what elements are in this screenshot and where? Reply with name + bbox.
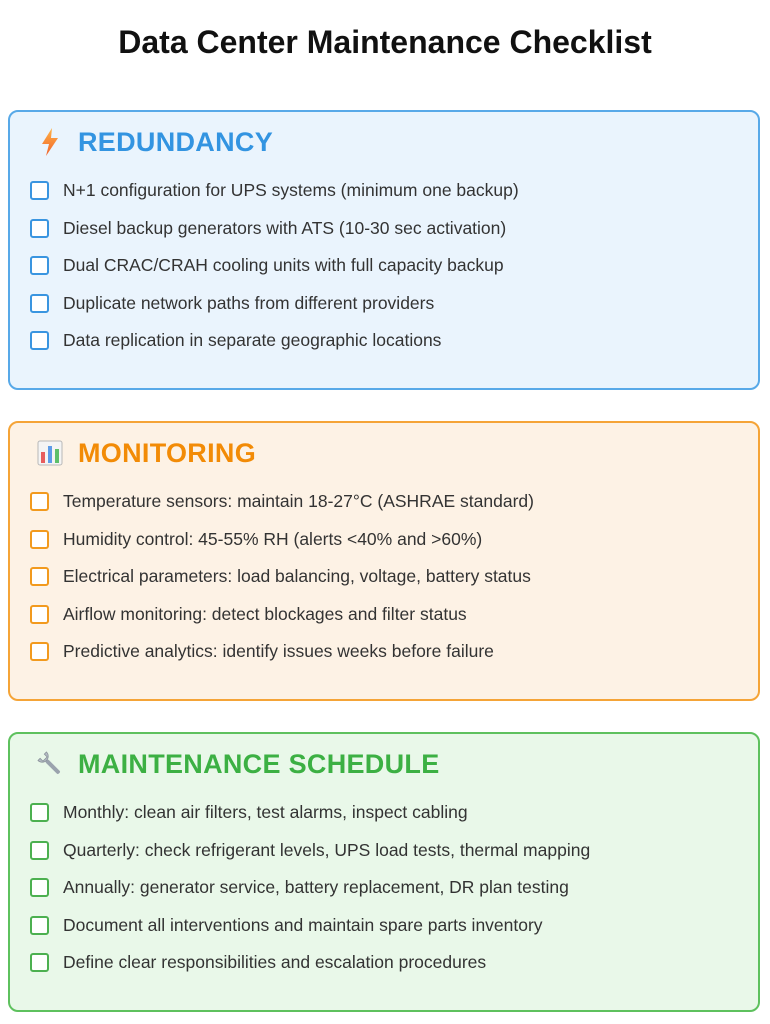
checklist-item-label: Dual CRAC/CRAH cooling units with full capacity backup bbox=[63, 255, 504, 276]
bar-chart-icon bbox=[36, 439, 64, 467]
section-title: REDUNDANCY bbox=[78, 126, 274, 157]
checklist-item-label: Data replication in separate geographic locations bbox=[63, 330, 442, 351]
section-title: MONITORING bbox=[78, 437, 256, 468]
checklist-item-label: Humidity control: 45-55% RH (alerts <40% and >60%) bbox=[63, 528, 483, 549]
checkbox[interactable] bbox=[30, 878, 49, 897]
checklist-item-label: Annually: generator service, battery replacement, DR plan testing bbox=[63, 877, 569, 898]
section-maintenance-schedule bbox=[8, 732, 760, 1012]
checklist-item-label: Electrical parameters: load balancing, voltage, battery status bbox=[63, 566, 531, 587]
checkbox[interactable] bbox=[30, 492, 49, 511]
page-title: Data Center Maintenance Checklist bbox=[118, 24, 652, 60]
section-header bbox=[36, 435, 256, 471]
checkbox[interactable] bbox=[30, 841, 49, 860]
checklist-item[interactable] bbox=[30, 172, 519, 210]
checklist-item[interactable] bbox=[30, 794, 590, 832]
checklist-item[interactable] bbox=[30, 247, 519, 285]
section-header bbox=[36, 124, 273, 160]
section-redundancy bbox=[8, 110, 760, 390]
checklist-item[interactable] bbox=[30, 869, 590, 907]
checkbox[interactable] bbox=[30, 219, 49, 238]
checklist-item-label: Document all interventions and maintain spare parts inventory bbox=[63, 914, 543, 935]
section-header bbox=[36, 746, 440, 782]
checklist-item[interactable] bbox=[30, 483, 534, 521]
checklist-item[interactable] bbox=[30, 322, 519, 360]
checklist-item[interactable] bbox=[30, 832, 590, 870]
checkbox[interactable] bbox=[30, 181, 49, 200]
checkbox[interactable] bbox=[30, 916, 49, 935]
checklist bbox=[30, 172, 519, 360]
checklist-item-label: Duplicate network paths from different providers bbox=[63, 292, 435, 313]
checklist-item-label: Quarterly: check refrigerant levels, UPS load tests, thermal mapping bbox=[63, 839, 591, 860]
checkbox[interactable] bbox=[30, 605, 49, 624]
checklist-item-label: Temperature sensors: maintain 18-27°C (ASHRAE standard) bbox=[63, 491, 534, 512]
section-monitoring bbox=[8, 421, 760, 701]
checkbox[interactable] bbox=[30, 530, 49, 549]
checklist-item[interactable] bbox=[30, 633, 534, 671]
checklist-item-label: Diesel backup generators with ATS (10-30 sec activation) bbox=[63, 217, 507, 238]
checkbox[interactable] bbox=[30, 642, 49, 661]
lightning-bolt-icon bbox=[36, 128, 64, 156]
checklist-item-label: Monthly: clean air filters, test alarms, inspect cabling bbox=[63, 802, 468, 823]
checklist-item[interactable] bbox=[30, 285, 519, 323]
checklist bbox=[30, 794, 590, 982]
checklist-item[interactable] bbox=[30, 521, 534, 559]
checklist-item[interactable] bbox=[30, 907, 590, 945]
checkbox[interactable] bbox=[30, 567, 49, 586]
checkbox[interactable] bbox=[30, 803, 49, 822]
checkbox[interactable] bbox=[30, 256, 49, 275]
checkbox[interactable] bbox=[30, 294, 49, 313]
checklist-item-label: Define clear responsibilities and escalation procedures bbox=[63, 952, 487, 973]
checklist-item[interactable] bbox=[30, 944, 590, 982]
checklist-item-label: Predictive analytics: identify issues weeks before failure bbox=[63, 641, 494, 662]
checklist-item[interactable] bbox=[30, 210, 519, 248]
checkbox[interactable] bbox=[30, 331, 49, 350]
checklist-item[interactable] bbox=[30, 596, 534, 634]
checkbox[interactable] bbox=[30, 953, 49, 972]
section-title: MAINTENANCE SCHEDULE bbox=[78, 748, 440, 779]
checklist-item-label: N+1 configuration for UPS systems (minimum one backup) bbox=[63, 180, 519, 201]
wrench-icon bbox=[36, 750, 64, 778]
checklist-item-label: Airflow monitoring: detect blockages and filter status bbox=[63, 603, 467, 624]
checklist-item[interactable] bbox=[30, 558, 534, 596]
checklist bbox=[30, 483, 534, 671]
